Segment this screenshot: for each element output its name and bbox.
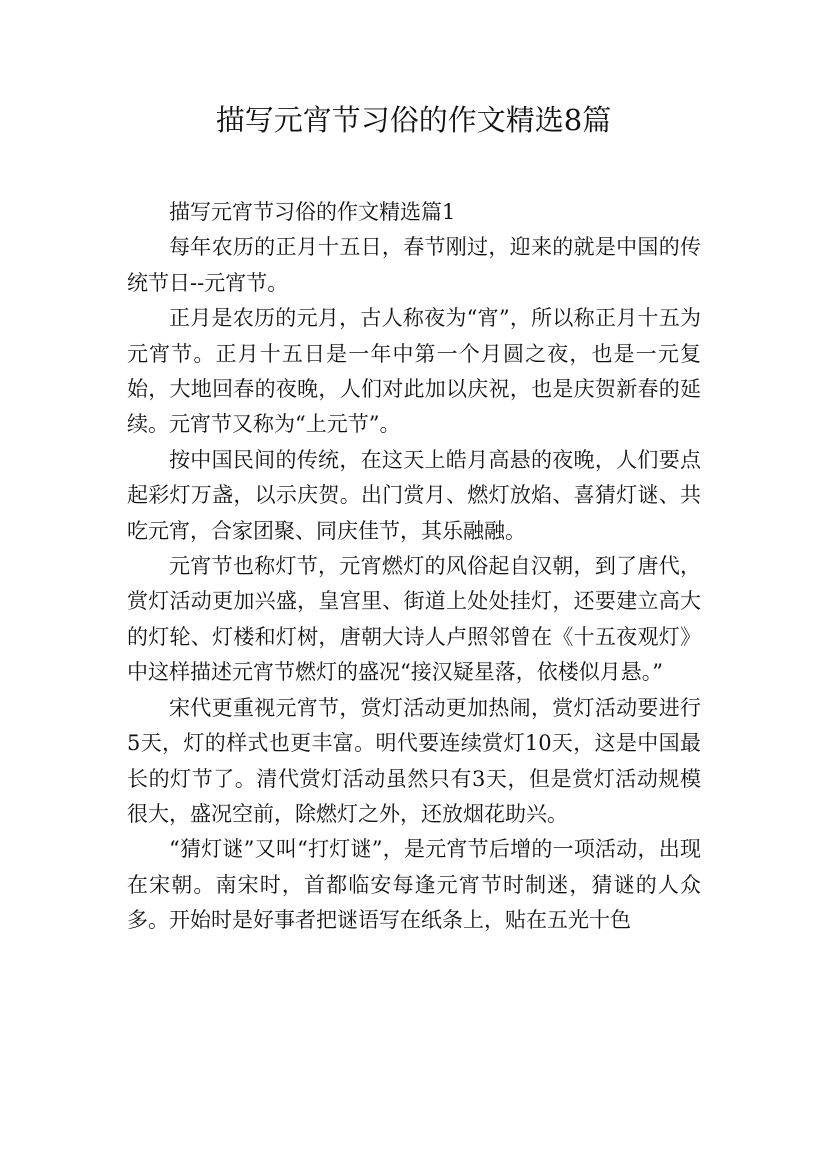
section-heading: 描写元宵节习俗的作文精选篇1: [169, 200, 456, 224]
paragraph: 每年农历的正月十五日，春节刚过，迎来的就是中国的传统节日--元宵节。: [127, 235, 701, 295]
paragraph: “猜灯谜”又叫“打灯谜”，是元宵节后增的一项活动，出现在宋朝。南宋时，首都临安每逢元宵节时制迷，猜谜的人众多。开始时是好事者把谜语写在纸条上，贴在五光十色: [127, 837, 701, 933]
paragraph: 按中国民间的传统，在这天上皓月高悬的夜晚，人们要点起彩灯万盏，以示庆贺。出门赏月、燃灯放焰、喜猜灯谜、共吃元宵，合家团聚、同庆佳节，其乐融融。: [127, 447, 701, 543]
paragraph: 宋代更重视元宵节，赏灯活动更加热闹，赏灯活动要进行5天，灯的样式也更丰富。明代要连续赏灯10天，这是中国最长的灯节了。清代赏灯活动虽然只有3天，但是赏灯活动规模很大，盛况空前，除燃灯之外，还放烟花助兴。: [127, 695, 701, 826]
document-body: [127, 195, 701, 939]
document-title: 描写元宵节习俗的作文精选8篇: [215, 103, 612, 137]
paragraph: 正月是农历的元月，古人称夜为“宵”，所以称正月十五为元宵节。正月十五日是一年中第一个月圆之夜，也是一元复始，大地回春的夜晚，人们对此加以庆祝，也是庆贺新春的延续。元宵节又称为“上元节”。: [127, 306, 701, 437]
paragraph: 元宵节也称灯节，元宵燃灯的风俗起自汉朝，到了唐代，赏灯活动更加兴盛，皇宫里、街道上处处挂灯，还要建立高大的灯轮、灯楼和灯树，唐朝大诗人卢照邻曾在《十五夜观灯》中这样描述元宵节燃灯的盛况“接汉疑星落，依楼似月悬。”: [127, 554, 701, 685]
